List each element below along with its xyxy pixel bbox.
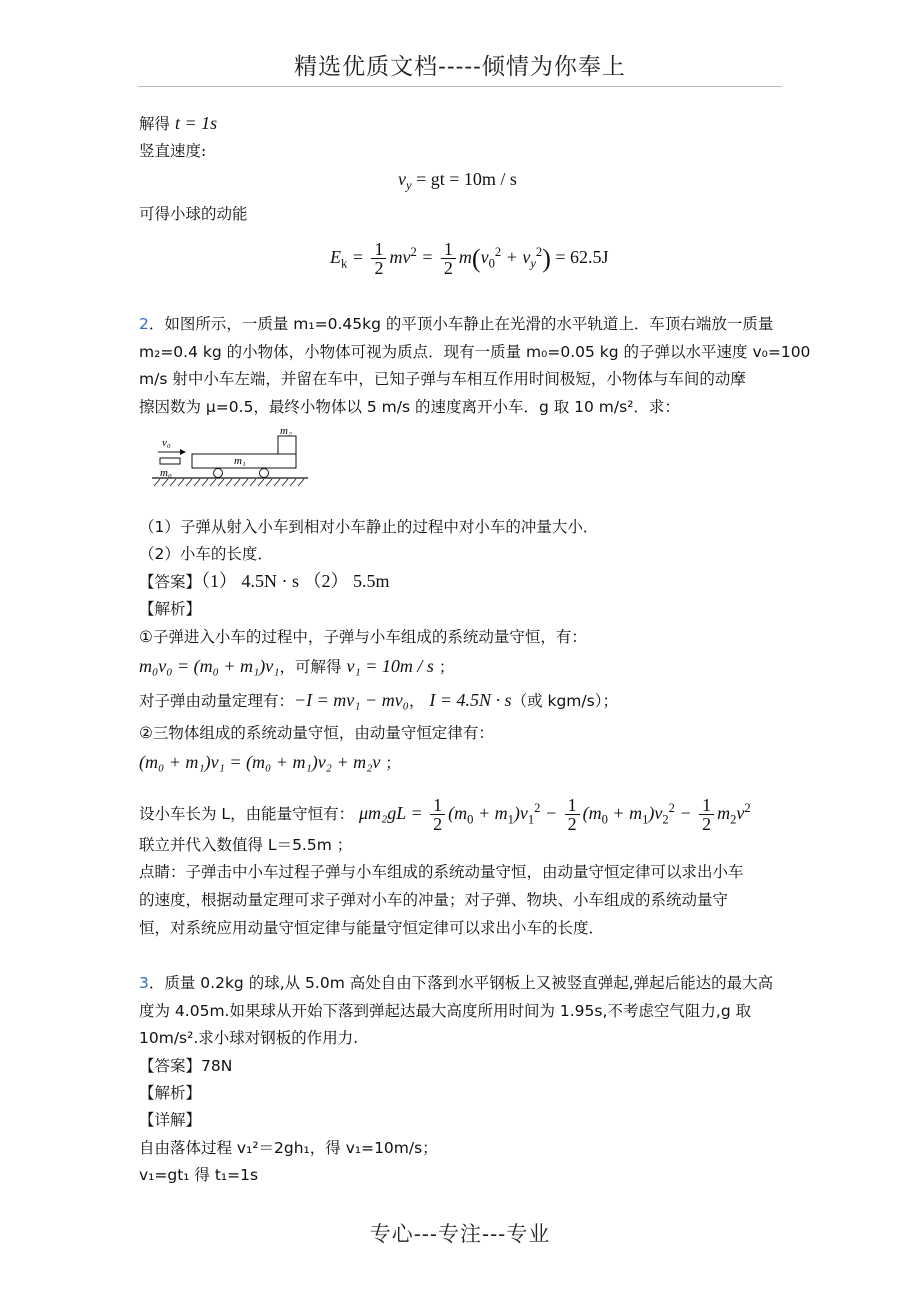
m0-label: m₀ xyxy=(160,467,172,479)
v0-label: v₀ xyxy=(162,437,171,449)
q2-answer-body: （1） 4.5N · s （2） 5.5m xyxy=(201,571,390,591)
q2-analysis-2 xyxy=(139,655,454,678)
q3-analysis-label: 【解析】 xyxy=(139,1084,202,1102)
solve-t-line xyxy=(139,112,217,135)
q2-note-2: 的速度，根据动量定理可求子弹对小车的冲量；对子弹、物块、小车组成的系统动量守 xyxy=(139,891,729,909)
wheel-right xyxy=(260,469,269,478)
page-header: 精选优质文档-----倾情为你奉上 xyxy=(294,54,626,80)
q2-analysis-7: 联立并代入数值得 L＝5.5m ； xyxy=(139,836,353,854)
solve-t-equation: t = 1s xyxy=(174,113,218,133)
q2-energy-eq: μm₂gL = $\frac{1}{2}$ $(m_0 + m_1)v_1^2$ − $\frac{1}{2}$ $(m_0 + m_1)v_2^2$ − $\frac{1}{2}$ $m_2v^2$ xyxy=(359,795,751,835)
q2-analysis-5 xyxy=(139,751,401,774)
q2-line-1-text: ．如图所示，一质量 m₁=0.45kg 的平顶小车静止在光滑的水平轨道上．车顶右端放一质量 xyxy=(148,315,774,333)
q2-analysis-2-mid: ，可解得 xyxy=(279,658,342,676)
q2-analysis-6 xyxy=(139,790,751,838)
q3-detail-2: v₁=gt₁ 得 t₁=1s xyxy=(139,1166,259,1184)
q2-three-body-eq: (m₀ + m₁)v₁ = (m₀ + m₁)v₂ + m₂v xyxy=(139,752,381,772)
q3-answer-body: 78N xyxy=(201,1057,233,1075)
q2-energy-eq-left: μm₂gL = xyxy=(359,803,423,823)
q2-line-1 xyxy=(139,313,773,335)
q3-answer xyxy=(139,1055,232,1077)
kinetic-energy-label: 可得小球的动能 xyxy=(139,205,248,223)
cart-diagram xyxy=(150,422,310,494)
q2-analysis-3-sep: ， xyxy=(408,692,425,710)
q3-line-2: 度为 4.05m.如果球从开始下落到弹起达最大高度所用时间为 1.95s,不考虑空气阻力,g 取 xyxy=(139,1002,752,1020)
kinetic-energy-equation: $E_k$ = $\frac{1}{2}$ $mv^2$ = $\frac{1}{2}$ $m(v_0^2 + v_y^2) = 62.5J$ xyxy=(330,239,609,279)
bullet xyxy=(160,458,180,464)
q2-line-3: m/s 射中小车左端，并留在车中，已知子弹与车相互作用时间极短，小物体与车间的动摩 xyxy=(139,370,746,388)
wheel-left xyxy=(214,469,223,478)
q2-analysis-label: 【解析】 xyxy=(139,600,202,618)
vy-equation-rhs: = gt = 10m / s xyxy=(416,169,517,189)
q3-detail-1: 自由落体过程 v₁²＝2gh₁，得 v₁=10m/s； xyxy=(139,1139,438,1157)
vertical-velocity-label: 竖直速度: xyxy=(139,142,207,160)
m2-label: m₂ xyxy=(280,425,292,437)
q3-answer-label: 【答案】 xyxy=(139,1057,202,1075)
q2-analysis-1: ①子弹进入小车的过程中，子弹与小车组成的系统动量守恒，有： xyxy=(139,628,587,646)
q2-analysis-3 xyxy=(139,689,618,712)
q3-detail-label: 【详解】 xyxy=(139,1111,202,1129)
q2-momentum-eq: m₀v₀ = (m₀ + m₁)v₁ xyxy=(139,656,280,676)
q2-analysis-3-end: （或 kgm/s）； xyxy=(511,692,618,710)
page-footer: 专心---专注---专业 xyxy=(369,1222,551,1246)
small-object xyxy=(278,436,296,454)
q2-line-2: m₂=0.4 kg 的小物体，小物体可视为质点．现有一质量 m₀=0.05 kg 的子弹以水平速度 v₀=100 xyxy=(139,343,811,361)
velocity-arrowhead xyxy=(180,449,186,455)
m1-label: m₁ xyxy=(234,455,246,467)
header-rule xyxy=(138,86,782,87)
vy-equation: $v_y$ = gt = 10m / s xyxy=(398,169,517,193)
q2-number: 2 xyxy=(139,315,149,333)
q2-analysis-5-end: ； xyxy=(385,754,401,772)
q2-note-1: 点睛：子弹击中小车过程子弹与小车组成的系统动量守恒，由动量守恒定律可以求出小车 xyxy=(139,863,744,881)
ground-hatch xyxy=(154,479,304,486)
q2-line-4: 擦因数为 μ=0.5，最终小物体以 5 m/s 的速度离开小车．g 取 10 m/s²．求： xyxy=(139,398,680,416)
q3-number: 3 xyxy=(139,974,149,992)
q2-note-3: 恒，对系统应用动量守恒定律与能量守恒定律可以求出小车的长度． xyxy=(139,919,605,937)
q2-analysis-4: ②三物体组成的系统动量守恒，由动量守恒定律有： xyxy=(139,724,494,742)
kinetic-energy-result: = 62.5J xyxy=(555,247,609,267)
q3-line-1-text: ．质量 0.2kg 的球,从 5.0m 高处自由下落到水平钢板上又被竖直弹起,弹起后能达的最大高 xyxy=(148,974,774,992)
q2-sub-question-1: （1）子弹从射入小车到相对小车静止的过程中对小车的冲量大小． xyxy=(139,518,599,536)
q2-answer xyxy=(139,570,390,593)
q2-sub-question-2: （2）小车的长度． xyxy=(139,545,273,563)
q2-impulse-result: I = 4.5N · s xyxy=(429,690,512,710)
q2-analysis-3-text: 对子弹由动量定理有： xyxy=(139,692,295,710)
q2-impulse-theorem-eq: −I = mv₁ − mv₀ xyxy=(294,690,409,710)
q2-v1-result: v₁ = 10m / s xyxy=(346,656,434,676)
q3-line-3: 10m/s².求小球对钢板的作用力. xyxy=(139,1029,359,1047)
q2-analysis-2-end: ； xyxy=(438,658,455,676)
solve-t-prefix: 解得 xyxy=(139,115,171,133)
q2-answer-label: 【答案】 xyxy=(139,573,202,591)
q2-analysis-6-text: 设小车长为 L，由能量守恒有： xyxy=(139,805,355,823)
q3-line-1 xyxy=(139,972,773,994)
